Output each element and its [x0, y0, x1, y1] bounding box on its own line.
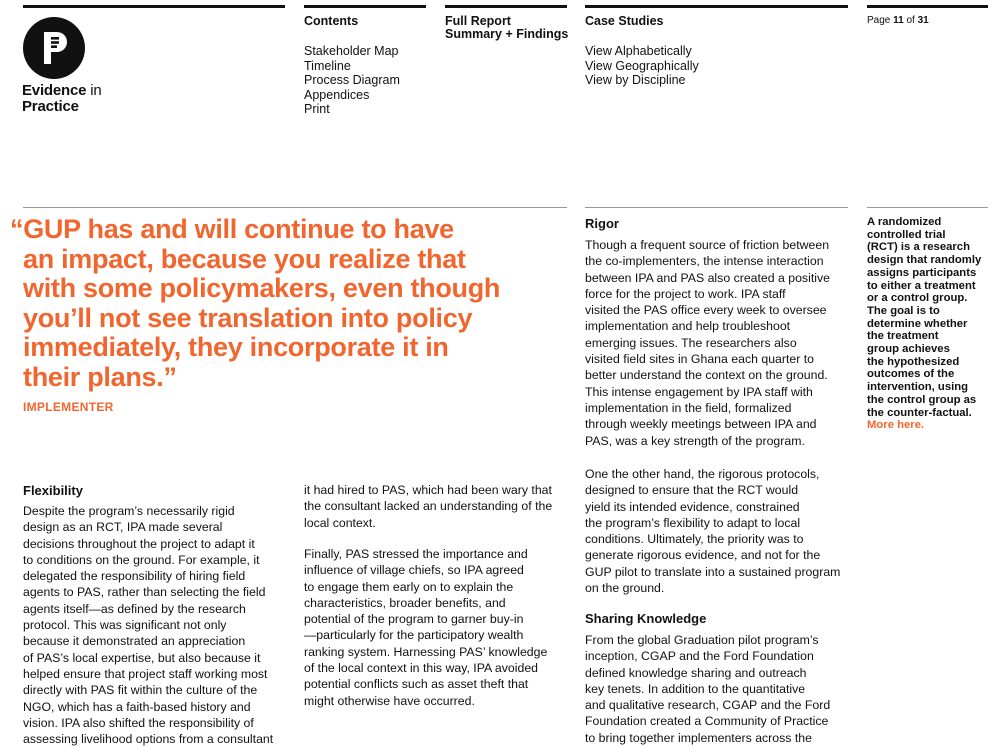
text-line: it had hired to PAS, which had been wary that [304, 483, 552, 497]
nav-stakeholder-map-link[interactable]: Stakeholder Map [304, 44, 399, 58]
text-line: of the local context in this way, IPA avoided [304, 661, 539, 676]
text-line: defined knowledge sharing and outreach [585, 665, 807, 680]
text-line: to engage them early on to explain the [304, 579, 514, 594]
sidebar-line: intervention, using [867, 381, 969, 394]
nav-process-diagram-link[interactable]: Process Diagram [304, 73, 400, 88]
text-line: directly with PAS fit within the culture of the [23, 683, 258, 698]
top-rule-pager [867, 5, 988, 8]
text-line: vision. IPA also shifted the responsibility of [23, 715, 254, 730]
sidebar-line: group achieves [867, 343, 950, 356]
text-line: yield its intended evidence, constrained [585, 499, 800, 514]
text-line: of PAS’s local expertise, but also because it [23, 650, 261, 665]
nav-contents-heading: Contents [304, 14, 359, 28]
text-line: better understand the context on the ground. [585, 368, 828, 383]
logo-word-practice: Practice [22, 98, 79, 115]
text-line: Finally, PAS stressed the importance and [304, 547, 528, 561]
sharing-knowledge-heading: Sharing Knowledge [585, 611, 707, 626]
sidebar-line: the treatment [867, 330, 939, 343]
quote-line: with some policymakers, even though [23, 273, 501, 304]
flexibility-continued-paragraph [304, 482, 552, 531]
text-line: on the ground. [585, 581, 665, 596]
text-line: emerging issues. The researchers also [585, 335, 797, 350]
nav-appendices-link[interactable]: Appendices [304, 87, 370, 102]
text-line: implementation in the field, formalized [585, 400, 792, 415]
nav-view-geographically-link[interactable]: View Geographically [585, 58, 699, 73]
text-line: because it demonstrated an appreciation [23, 634, 246, 649]
sidebar-line: (RCT) is a research [867, 241, 970, 254]
text-line: Despite the program’s necessarily rigid [23, 504, 235, 518]
text-line: helped ensure that project staff working most [23, 666, 268, 681]
rct-definition-sidebar [867, 216, 981, 432]
section-rule-left [23, 207, 567, 208]
text-line: From the global Graduation pilot program’s [585, 633, 819, 647]
text-line: decisions throughout the project to adapt it [23, 536, 255, 551]
quote-line: an impact, because you realize that [23, 243, 466, 274]
sidebar-line: design that randomly [867, 254, 982, 267]
sidebar-line: or a control group. [867, 292, 968, 305]
text-line: designed to ensure that the RCT would [585, 483, 799, 498]
sidebar-line: A randomized [867, 216, 942, 228]
page-current: 11 [893, 15, 904, 26]
text-line: might otherwise have occurred. [304, 693, 475, 708]
text-line: One the other hand, the rigorous protocols, [585, 467, 820, 481]
text-line: the consultant lacked an understanding of the [304, 499, 553, 514]
text-line: and qualitative research, CGAP and the Ford [585, 698, 831, 713]
text-line: delegated the responsibility of hiring field [23, 569, 246, 584]
text-line: the co-implementers, the intense interaction [585, 254, 824, 269]
flexibility-heading: Flexibility [23, 483, 83, 498]
nav-print-link[interactable]: Print [304, 102, 330, 117]
logo-word-evidence: Evidence [22, 82, 87, 99]
text-line: influence of village chiefs, so IPA agreed [304, 563, 524, 578]
quote-line: immediately, they incorporate it in [23, 332, 449, 363]
text-line: to conditions on the ground. For example, it [23, 552, 260, 567]
rigor-paragraph-2 [585, 466, 840, 596]
sidebar-line: outcomes of the [867, 368, 955, 381]
sidebar-line: determine whether [867, 317, 968, 330]
quote-line: their plans.” [23, 361, 177, 392]
text-line: to bring together implementers across the [585, 730, 812, 745]
text-line: PAS, was a key strength of the program. [585, 433, 805, 448]
sidebar-line: to either a treatment [867, 279, 976, 292]
text-line: GUP pilot to translate into a sustained program [585, 564, 841, 579]
text-line: agents to PAS, rather than selecting the field [23, 585, 266, 600]
nav-case-studies-heading: Case Studies [585, 14, 664, 28]
sidebar-line: the control group as [867, 393, 977, 406]
text-line: local context. [304, 515, 376, 530]
quote-line: you’ll not see translation into policy [23, 302, 473, 333]
text-line: potential of the program to garner buy-in [304, 612, 524, 627]
text-line: through weekly meetings between IPA and [585, 417, 817, 432]
text-line: force for the project to work. IPA staff [585, 286, 786, 301]
text-line: —particularly for the participatory wealth [304, 628, 524, 643]
flexibility-paragraph [23, 503, 273, 747]
text-line: Foundation created a Community of Practice [585, 714, 829, 729]
text-line: agents itself—as defined by the research [23, 601, 246, 616]
more-here-link[interactable]: More here. [867, 419, 925, 432]
top-rule-case-studies [585, 5, 848, 8]
text-line: potential conflicts such as asset theft that [304, 677, 529, 692]
text-line: inception, CGAP and the Ford Foundation [585, 649, 814, 664]
nav-full-report-line2: Summary + Findings [445, 27, 569, 41]
page-of: of [906, 15, 915, 26]
text-line: Though a frequent source of friction between [585, 238, 830, 252]
text-line: visited the PAS office every week to oversee [585, 303, 827, 318]
top-rule-contents [304, 5, 426, 8]
text-line: assessing livelihood options from a consultant [23, 732, 274, 747]
nav-timeline-link[interactable]: Timeline [304, 58, 351, 73]
rigor-paragraph-1 [585, 237, 830, 449]
sharing-knowledge-paragraph [585, 632, 830, 746]
text-line: key tenets. In addition to the quantitative [585, 681, 806, 696]
nav-full-report-link[interactable] [445, 15, 568, 41]
pull-quote [10, 215, 570, 393]
flexibility-paragraph-2 [304, 546, 547, 709]
sidebar-line: assigns participants [867, 266, 977, 279]
text-line: NGO, which has a faith-based history and [23, 699, 251, 714]
text-line: the program’s flexibility to adapt to local [585, 515, 801, 530]
sidebar-line: The goal is to [867, 304, 940, 317]
nav-view-by-discipline-link[interactable]: View by Discipline [585, 73, 686, 88]
evidence-in-practice-logo-icon[interactable] [23, 17, 85, 79]
page-prefix: Page [867, 15, 891, 26]
section-rule-middle [585, 207, 848, 208]
text-line: protocol. This was significant not only [23, 618, 227, 633]
top-rule-report [445, 5, 567, 8]
logo-wordmark[interactable] [22, 83, 102, 115]
text-line: implementation and help troubleshoot [585, 319, 791, 334]
text-line: ranking system. Harnessing PAS’ knowledge [304, 644, 548, 659]
text-line: conditions. Ultimately, the priority was to [585, 532, 804, 547]
top-rule-logo [23, 5, 285, 8]
sidebar-line: the hypothesized [867, 355, 960, 368]
sidebar-line: controlled trial [867, 228, 946, 241]
page-indicator [867, 15, 929, 26]
page-total: 31 [917, 15, 929, 26]
text-line: generate rigorous evidence, and not for the [585, 548, 821, 563]
nav-view-alphabetically-link[interactable]: View Alphabetically [585, 44, 692, 58]
logo-word-in: in [90, 82, 102, 99]
nav-full-report-line1: Full Report [445, 14, 511, 28]
nav-contents-list [304, 44, 400, 117]
text-line: characteristics, broader benefits, and [304, 595, 506, 610]
text-line: This intense engagement by IPA staff with [585, 384, 813, 399]
nav-case-studies-list [585, 44, 699, 88]
quote-line: “GUP has and will continue to have [10, 214, 454, 244]
text-line: between IPA and PAS also created a positive [585, 270, 830, 285]
sidebar-line: the counter-factual. [867, 406, 972, 419]
section-rule-right [867, 207, 988, 208]
text-line: visited field sites in Ghana each quarter to [585, 352, 814, 367]
rigor-heading: Rigor [585, 216, 619, 231]
text-line: design as an RCT, IPA made several [23, 520, 223, 535]
quote-attribution: IMPLEMENTER [23, 400, 114, 414]
